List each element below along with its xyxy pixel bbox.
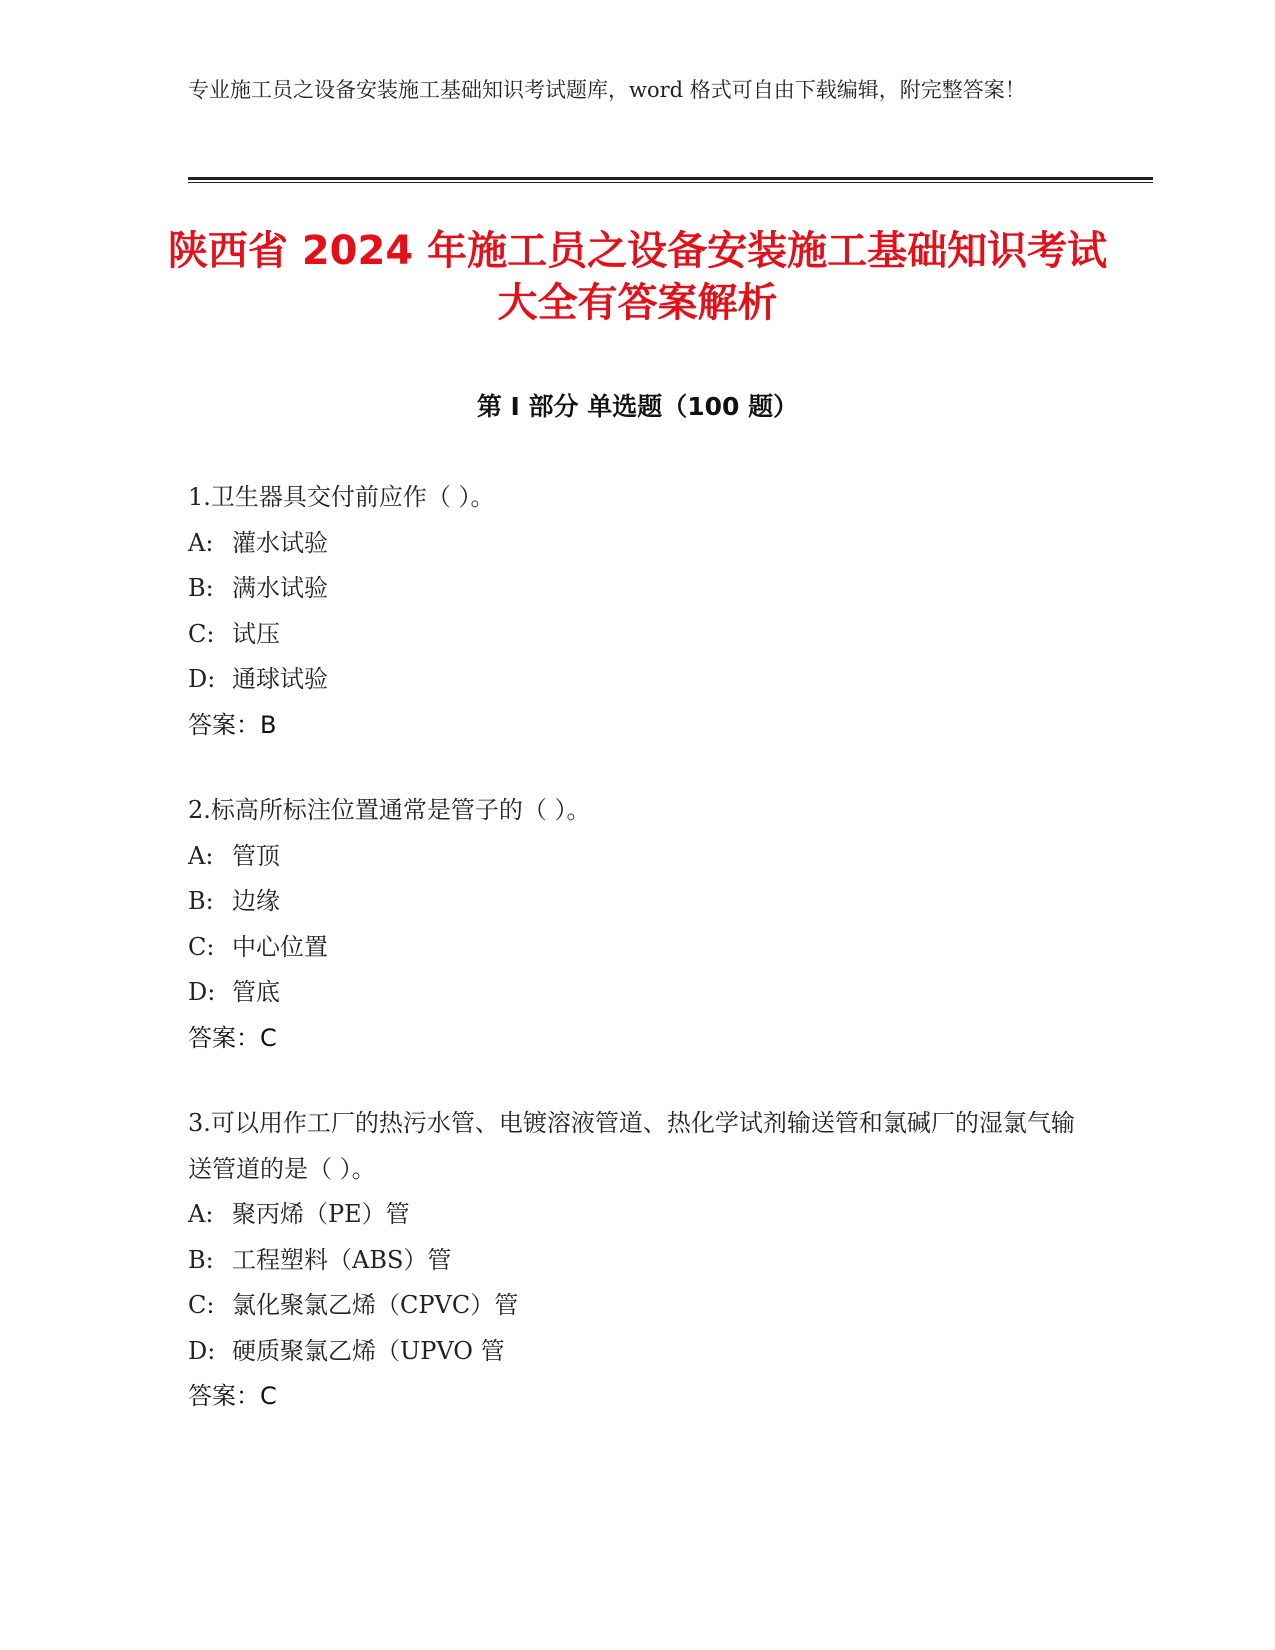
option-key: D: <box>188 1336 216 1365</box>
option-key: B: <box>188 574 214 602</box>
option-key: A: <box>188 528 214 557</box>
option-text: 管顶 <box>232 841 280 870</box>
option-text: 边缘 <box>232 887 280 915</box>
answer-line <box>188 1016 1088 1062</box>
option-key: C: <box>188 1291 215 1319</box>
header-rule-thin <box>188 182 1153 183</box>
option-c <box>188 612 1088 658</box>
question-1 <box>188 475 1088 748</box>
option-a <box>188 521 1088 567</box>
option-text: 试压 <box>232 619 280 648</box>
option-c <box>188 925 1088 971</box>
question-stem: 2.标高所标注位置通常是管子的（ ）。 <box>188 796 591 824</box>
option-key: A: <box>188 841 214 870</box>
answer-prefix: 答案： <box>188 1023 260 1052</box>
option-key: B: <box>188 887 214 915</box>
option-key: D: <box>188 665 216 693</box>
option-key: B: <box>188 1245 214 1274</box>
option-key: D: <box>188 978 216 1006</box>
option-b <box>188 566 1088 612</box>
answer-line <box>188 703 1088 749</box>
answer-value: C <box>260 1023 277 1052</box>
answer-value: B <box>260 710 277 739</box>
option-text: 硬质聚氯乙烯（UPVO 管 <box>232 1336 505 1365</box>
option-text: 管底 <box>232 978 280 1006</box>
option-d <box>188 970 1088 1016</box>
answer-prefix: 答案： <box>188 1382 260 1410</box>
header-rule-thick <box>188 177 1153 180</box>
option-a <box>188 1192 1088 1238</box>
header-note: 专业施工员之设备安装施工基础知识考试题库，word 格式可自由下载编辑，附完整答案！ <box>188 78 1026 102</box>
question-stem: 1.卫生器具交付前应作（ ）。 <box>188 483 495 511</box>
option-d <box>188 1329 1088 1375</box>
question-3 <box>188 1101 1088 1420</box>
answer-prefix: 答案： <box>188 710 260 739</box>
option-b <box>188 879 1088 925</box>
option-text: 中心位置 <box>232 932 328 961</box>
option-text: 聚丙烯（PE）管 <box>232 1200 410 1228</box>
answer-value: C <box>260 1382 277 1410</box>
option-key: A: <box>188 1200 214 1228</box>
option-text: 工程塑料（ABS）管 <box>232 1245 452 1274</box>
question-2 <box>188 788 1088 1061</box>
option-key: C: <box>188 619 215 648</box>
option-text: 满水试验 <box>232 574 328 602</box>
option-text: 通球试验 <box>232 665 328 693</box>
document-title: 陕西省 2024 年施工员之设备安装施工基础知识考试大全有答案解析 <box>167 228 1108 326</box>
option-c <box>188 1283 1088 1329</box>
option-a <box>188 834 1088 880</box>
option-b <box>188 1238 1088 1284</box>
option-text: 灌水试验 <box>232 528 328 557</box>
question-list <box>188 475 1088 1460</box>
option-text: 氯化聚氯乙烯（CPVC）管 <box>232 1291 519 1319</box>
option-d <box>188 657 1088 703</box>
section-heading: 第 I 部分 单选题（100 题） <box>476 392 799 421</box>
question-stem: 3.可以用作工厂的热污水管、电镀溶液管道、热化学试剂输送管和氯碱厂的湿氯气输送管道的是（ ）。 <box>188 1109 1075 1183</box>
answer-line <box>188 1374 1088 1420</box>
option-key: C: <box>188 932 215 961</box>
